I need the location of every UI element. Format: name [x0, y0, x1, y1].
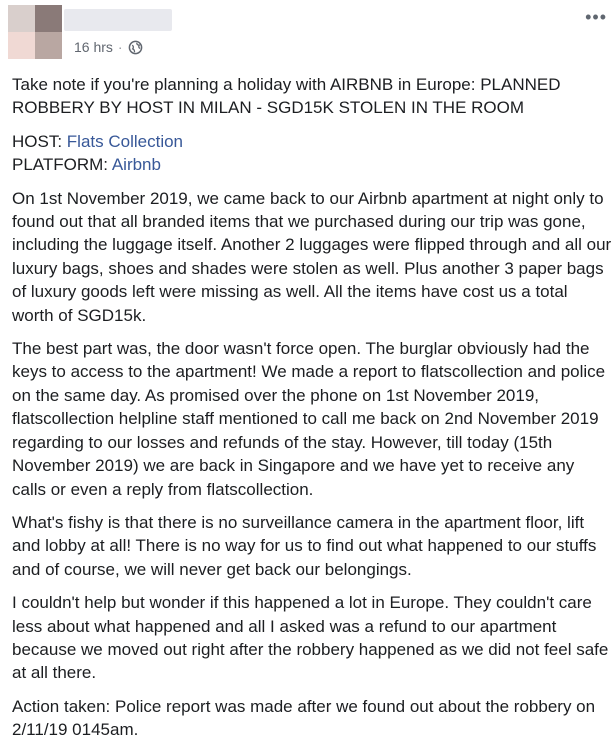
avatar[interactable]	[8, 5, 62, 59]
post-meta	[74, 39, 143, 55]
post-paragraph: What's fishy is that there is no surveillance camera in the apartment floor, lift and lobby at all! There is no way for us to find out what happened to our stuffs and of course, we will never get back our belongings.	[12, 512, 597, 579]
author-name-redacted[interactable]	[64, 9, 172, 31]
post-paragraph: The best part was, the door wasn't force open. The burglar obviously had the keys to access to the apartment! We made a report to flatscollection and police on the same day. As promised over the phone on 1st November 2019, flatscollection helpline staff mentioned to call me back on 2nd November 2019 regarding to our losses and refunds of the stay. However, till today (15th November 2019) we are back in Singapore and we have yet to receive any calls or even a reply from flatscollection.	[12, 339, 606, 499]
post-title: Take note if you're planning a holiday with AIRBNB in Europe: PLANNED ROBBERY BY HOST IN MILAN - SGD15K STOLEN IN THE ROOM	[12, 75, 561, 118]
post-paragraph: Action taken: Police report was made after we found out about the robbery on 2/11/19 0145am.	[12, 696, 596, 740]
platform-label: PLATFORM:	[12, 155, 109, 175]
more-icon[interactable]: •••	[585, 7, 607, 27]
post-paragraph: I couldn't help but wonder if this happened a lot in Europe. They couldn't care less about what happened and all I asked was a refund to our apartment because we moved out right after the robbery happened as we did not feel safe at all there.	[12, 593, 609, 683]
post-paragraph: On 1st November 2019, we came back to our Airbnb apartment at night only to found out that all branded items that we purchased during our trip was gone, including the luggage itself. Another 2 luggages were flipped through and all our luxury bags, shoes and shades were stolen as well. Plus another 3 paper bags of luxury goods left were missing as well. All the items have cost us a total worth of SGD15k.	[12, 188, 612, 325]
host-link[interactable]: Flats Collection	[66, 131, 184, 151]
host-label: HOST:	[12, 131, 63, 151]
post-host-platform	[12, 130, 612, 177]
post-body	[12, 73, 612, 752]
globe-icon[interactable]	[128, 40, 143, 55]
post-timestamp[interactable]: 16 hrs	[74, 39, 113, 55]
platform-link[interactable]: Airbnb	[111, 155, 161, 175]
meta-separator: ·	[117, 39, 123, 55]
